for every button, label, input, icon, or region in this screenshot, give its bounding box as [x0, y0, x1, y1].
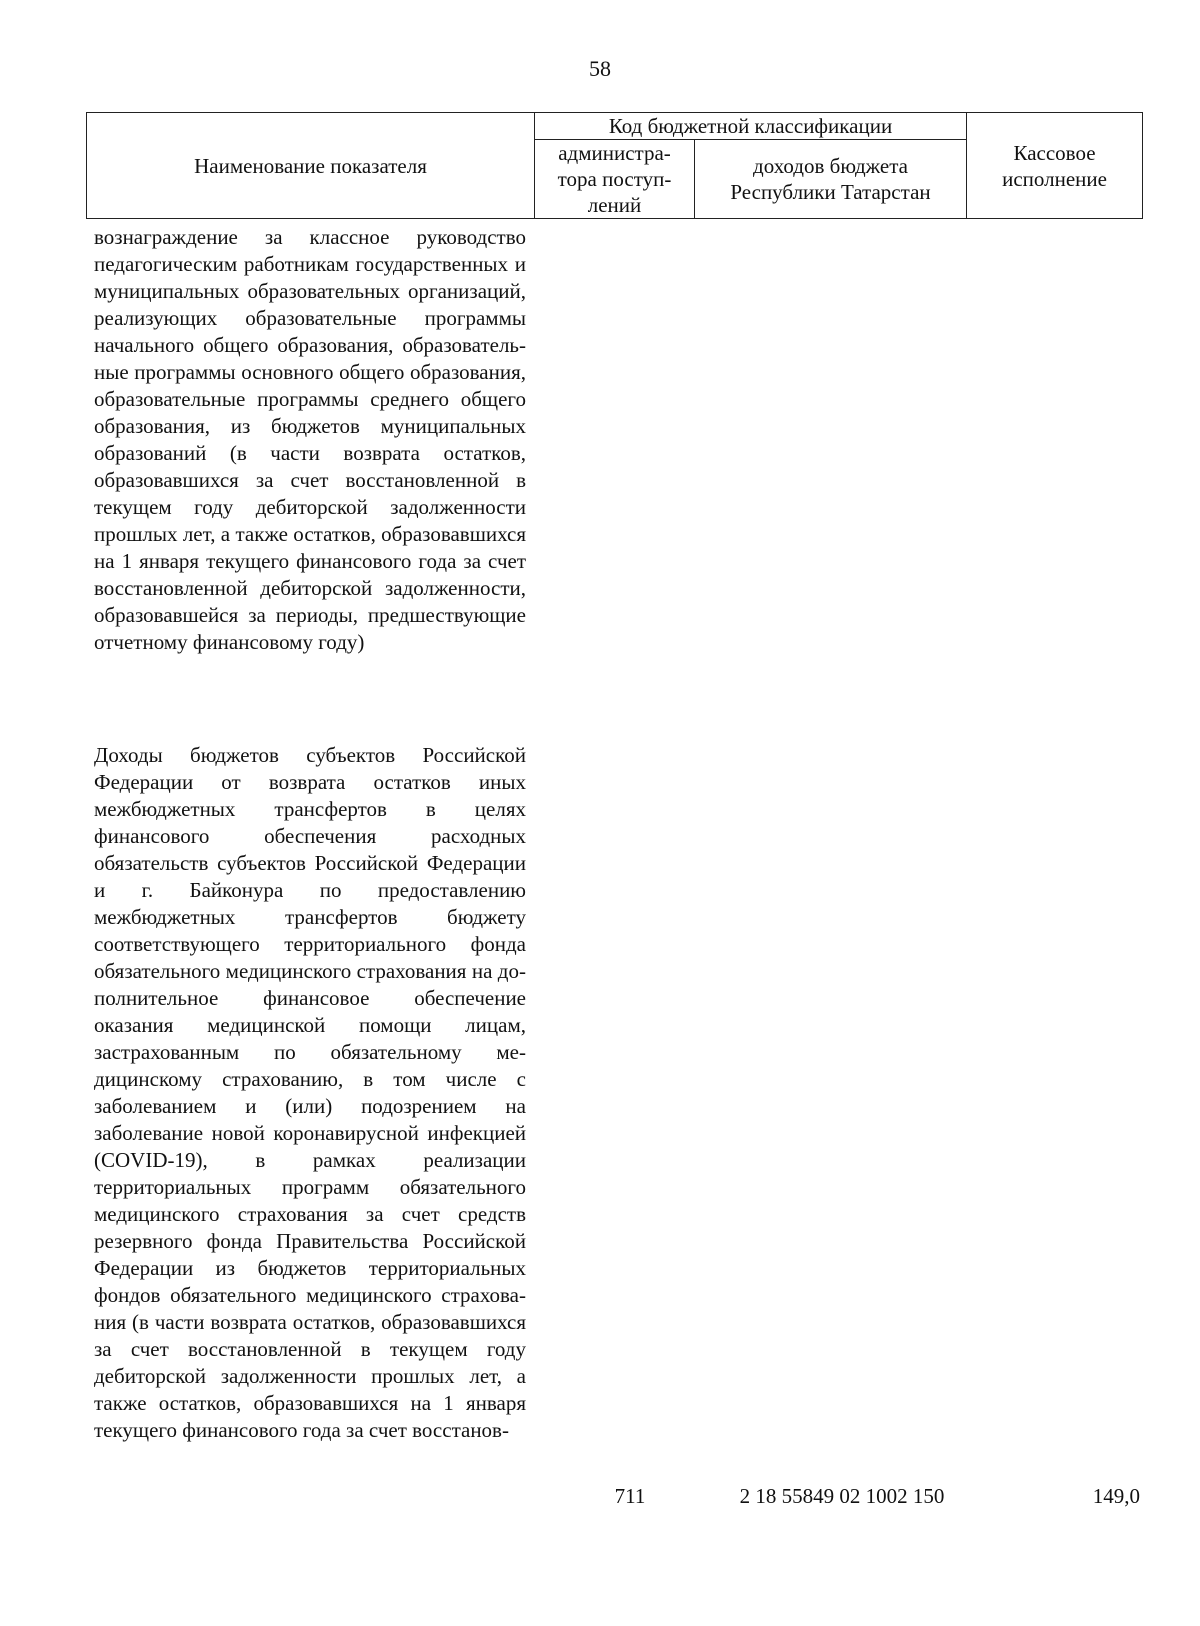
header-indicator-name: Наименование показателя: [87, 113, 535, 219]
header-administrator: администра-тора поступ-лений: [535, 140, 695, 219]
row-description: Доходы бюджетов субъектов Российской Федерации от возврата остатков иных межбюджетных трансфертов в целях финансового обеспечения расходных обязательств субъектов Российской Федерации и г. Байконура по предоставлению межбюджетных трансфертов бюджету соответствующего территориального фонда обязательного медицинского страхования на дополнительное финансовое обеспечение оказания медицинской помощи лицам, застрахованным по обязательному медицинскому страхованию, в том числе с заболеванием и (или) подозрением на заболевание новой коронавирусной инфекцией (COVID-19), в рамках реализации территориальных программ обязательного медицинского страхования за счет средств резервного фонда Правительства Российской Федерации из бюджетов территориальных фондов обязательного медицинского страхования (в части возврата остатков, образовавшихся за счет восстановленной в текущем году дебиторской задолженности прошлых лет, а также остатков, образовавшихся на 1 января текущего финансового года за счет восстанов-: [94, 743, 526, 1442]
page-number: 58: [589, 56, 611, 81]
header-income: доходов бюджета Республики Татарстан: [695, 140, 967, 219]
execution-value: 149,0: [1092, 1484, 1140, 1508]
table-header: [86, 112, 1143, 219]
administrator-code: 711: [614, 1484, 646, 1508]
income-code: 2 18 55849 02 1002 150: [739, 1484, 945, 1508]
row-description: вознаграждение за классное руководство педагогическим работникам государственных и муниципальных образовательных организаций, реализующих образовательные программы начального общего образования, образовательные программы основного общего образования, образовательные программы среднего общего образования, из бюджетов муниципальных образований (в части возврата остатков, образовавшихся за счет восстановленной в текущем году дебиторской задолженности прошлых лет, а также остатков, образовавшихся на 1 января текущего финансового года за счет восстановленной дебиторской задолженности, образовавшейся за периоды, предшествующие отчетному финансовому году): [94, 225, 526, 654]
header-budget-code-group: Код бюджетной классификации: [535, 113, 967, 140]
header-execution: Кассовое исполнение: [967, 113, 1143, 219]
